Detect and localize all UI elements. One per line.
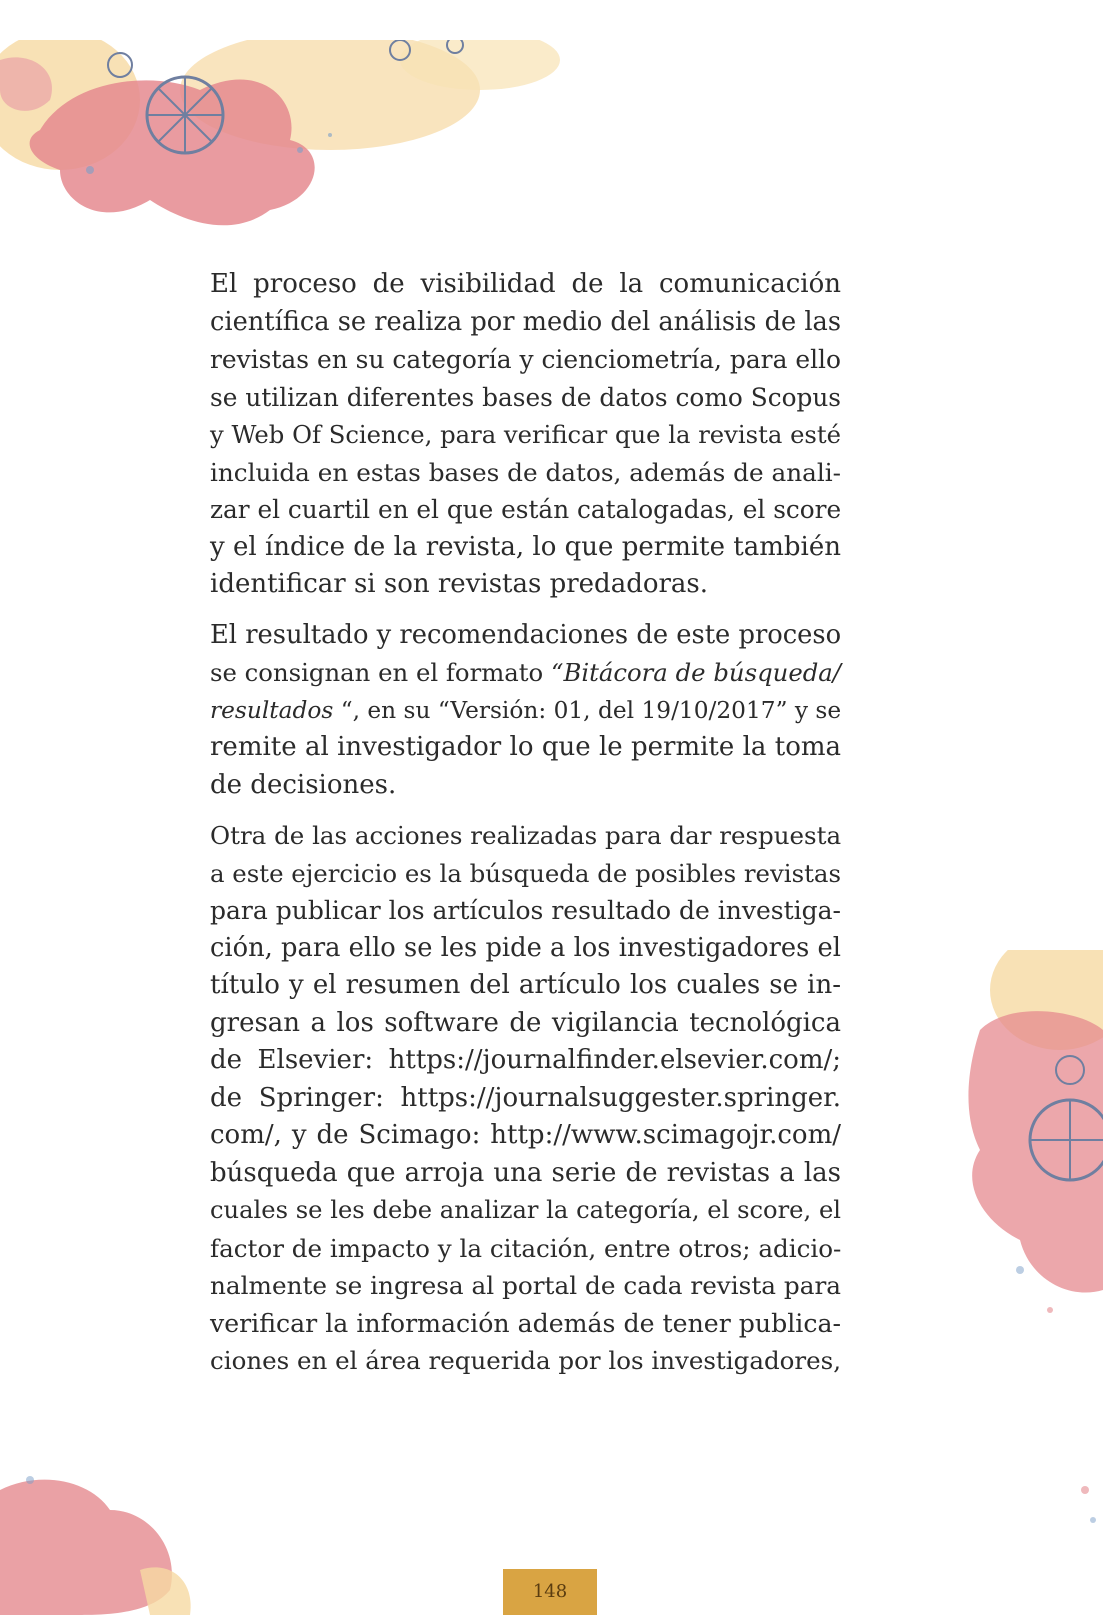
text-line: incluida en estas bases de datos, además de anali- [210, 457, 841, 487]
paragraph-3 [210, 817, 841, 1380]
body-text [210, 266, 841, 1380]
paragraph-spacer [210, 604, 841, 617]
watercolor-splash-bottom-decoration [0, 1470, 200, 1615]
text-line: ción, para ello se les pide a los investigadores el [210, 932, 841, 963]
text-line: gresan a los software de vigilancia tecnológica [210, 1007, 841, 1038]
text-segment: “, en su “Versión: 01, del 19/10/2017” y se [333, 696, 842, 724]
text-line: factor de impacto y la citación, entre otros; adicio- [210, 1233, 842, 1263]
text-line: com/, y de Scimago: http://www.scimagojr.com/ [210, 1120, 841, 1150]
text-line: remite al investigador lo que le permite la toma [210, 732, 841, 762]
text-line: El proceso de visibilidad de la comunicación [210, 269, 841, 299]
text-line: se utilizan diferentes bases de datos como Scopus [210, 382, 841, 412]
text-line: de Springer: https://journalsuggester.springer. [210, 1082, 841, 1113]
text-line: zar el cuartil en el que están catalogadas, el score [210, 495, 842, 524]
text-line: El resultado y recomendaciones de este proceso [210, 619, 842, 650]
text-segment: se consignan en el formato [210, 658, 552, 687]
text-line: cuales se les debe analizar la categoría, el score, el [210, 1196, 841, 1224]
page-number: 148 [503, 1569, 597, 1615]
paragraph-spacer [210, 804, 841, 817]
text-line: Otra de las acciones realizadas para dar respuesta [210, 821, 842, 850]
text-line [210, 692, 841, 730]
text-line: ciones en el área requerida por los investigadores, [210, 1346, 841, 1375]
italic-format-title: “Bitácora de búsqueda/ [551, 658, 841, 687]
text-line: para publicar los artículos resultado de investiga- [210, 896, 841, 925]
watercolor-splash-top-decoration [0, 40, 570, 240]
text-line: de Elsevier: https://journalfinder.elsevier.com/; [210, 1045, 841, 1075]
paragraph-1 [210, 266, 841, 604]
text-line: y el índice de la revista, lo que permite también [210, 531, 841, 562]
text-line: a este ejercicio es la búsqueda de posibles revistas [210, 858, 841, 888]
italic-format-title: resultados [210, 696, 334, 724]
paragraph-2 [210, 617, 841, 805]
watercolor-dots-decoration [1065, 1480, 1103, 1540]
text-line: revistas en su categoría y cienciometría, para ello [210, 345, 841, 374]
watercolor-splash-right-decoration [960, 950, 1103, 1370]
text-line: científica se realiza por medio del análisis de las [210, 306, 842, 337]
text-line: búsqueda que arroja una serie de revistas a las [210, 1157, 841, 1188]
text-line: y Web Of Science, para verificar que la revista esté [210, 420, 841, 449]
text-line: verificar la información además de tener publica- [210, 1308, 841, 1338]
text-line [210, 654, 841, 692]
text-line: de decisiones. [210, 769, 397, 800]
text-line: nalmente se ingresa al portal de cada revista para [210, 1271, 841, 1300]
text-line: identificar si son revistas predadoras. [210, 569, 709, 599]
text-line: título y el resumen del artículo los cuales se in- [210, 970, 841, 1000]
